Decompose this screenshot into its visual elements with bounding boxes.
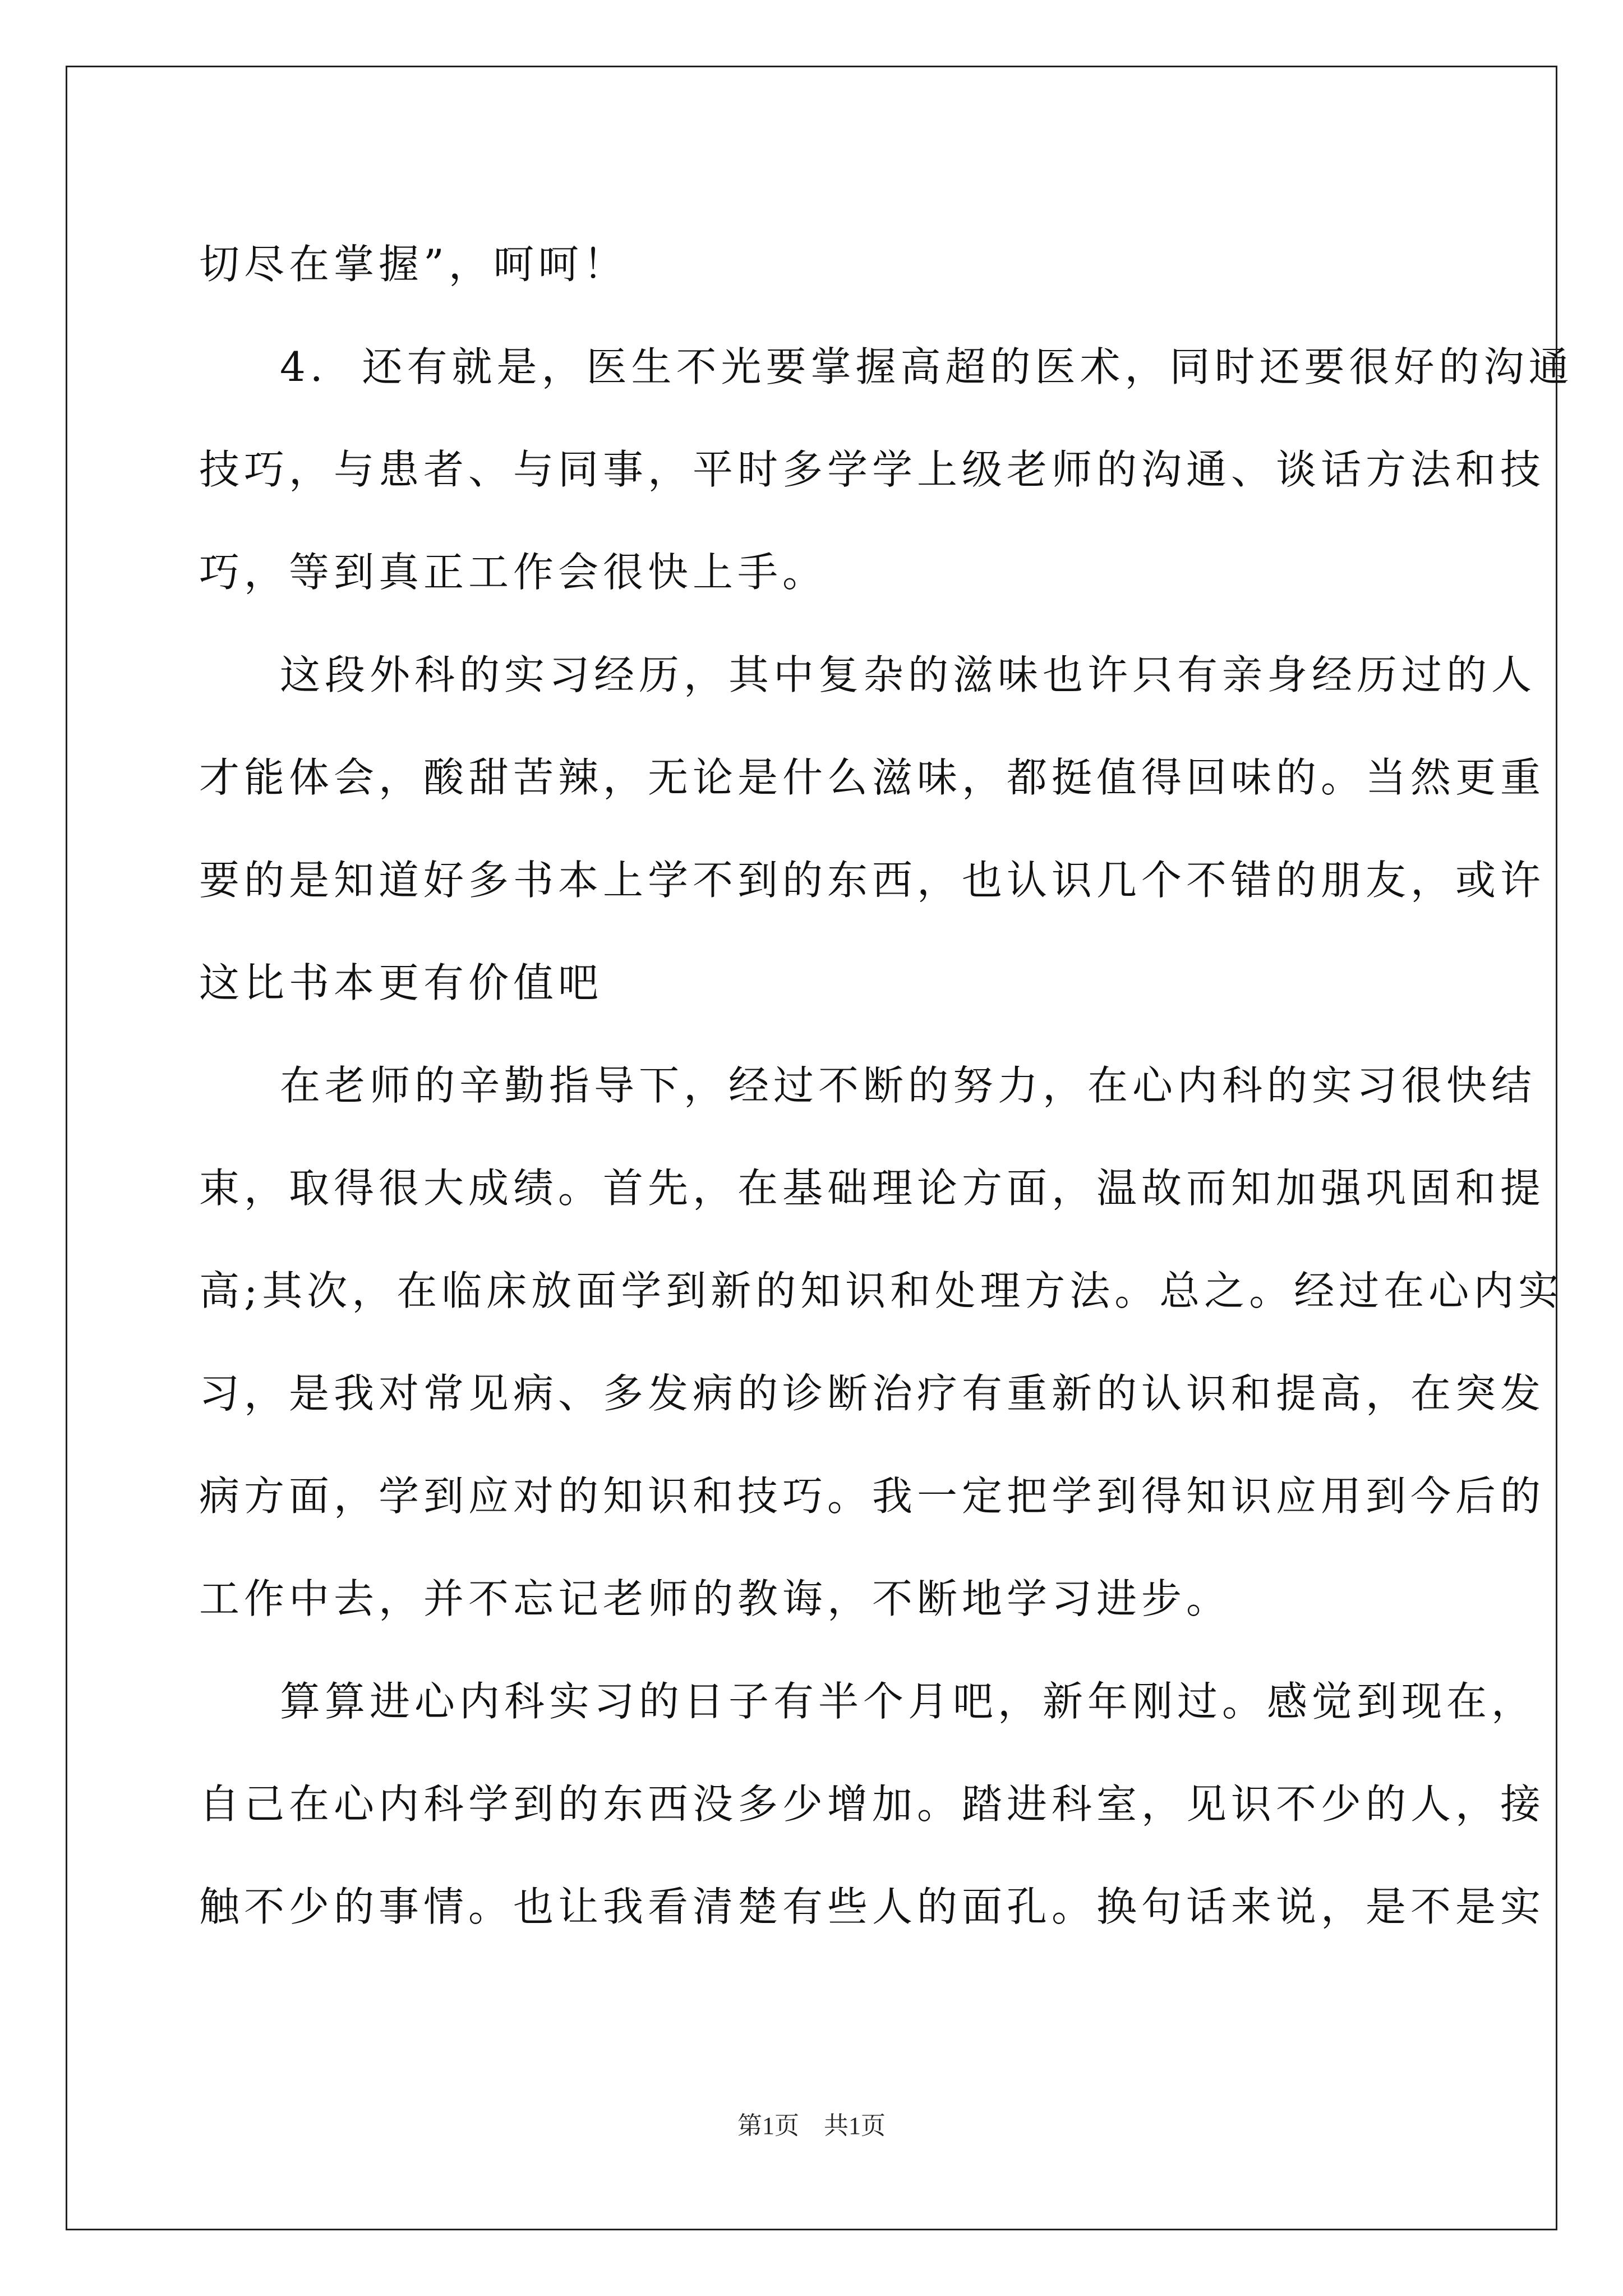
text-line: 这段外科的实习经历，其中复杂的滋味也许只有亲身经历过的人	[280, 651, 1537, 698]
text-line: 这比书本更有价值吧	[199, 959, 603, 1006]
text-line: 自己在心内科学到的东西没多少增加。踏进科室，见识不少的人，接	[199, 1780, 1546, 1828]
text-line: 习，是我对常见病、多发病的诊断治疗有重新的认识和提高，在突发	[199, 1370, 1546, 1417]
text-line: 束，取得很大成绩。首先，在基础理论方面，温故而知加强巩固和提	[199, 1165, 1546, 1212]
text-line: 切尽在掌握”，呵呵！	[199, 241, 628, 288]
text-line: 工作中去，并不忘记老师的教诲，不断地学习进步。	[199, 1575, 1232, 1622]
text-line: 要的是知道好多书本上学不到的东西，也认识几个不错的朋友，或许	[199, 857, 1546, 904]
text-line: 4. 还有就是，医生不光要掌握高超的医术，同时还要很好的沟通	[280, 343, 1574, 390]
text-line: 巧，等到真正工作会很快上手。	[199, 549, 828, 596]
text-line: 在老师的辛勤指导下，经过不断的努力，在心内科的实习很快结	[280, 1062, 1537, 1109]
document-body	[199, 213, 1574, 1958]
text-line: 技巧，与患者、与同事，平时多学学上级老师的沟通、谈话方法和技	[199, 446, 1546, 493]
text-line: 高;其次，在临床放面学到新的知识和处理方法。总之。经过在心内实	[199, 1267, 1564, 1314]
text-line: 触不少的事情。也让我看清楚有些人的面孔。换句话来说，是不是实	[199, 1883, 1546, 1930]
text-line: 才能体会，酸甜苦辣，无论是什么滋味，都挺值得回味的。当然更重	[199, 754, 1546, 801]
text-line: 算算进心内科实习的日子有半个月吧，新年刚过。感觉到现在，	[280, 1678, 1537, 1725]
text-line: 病方面，学到应对的知识和技巧。我一定把学到得知识应用到今后的	[199, 1473, 1546, 1520]
page-number-footer: 第1页 共1页	[737, 2112, 886, 2139]
